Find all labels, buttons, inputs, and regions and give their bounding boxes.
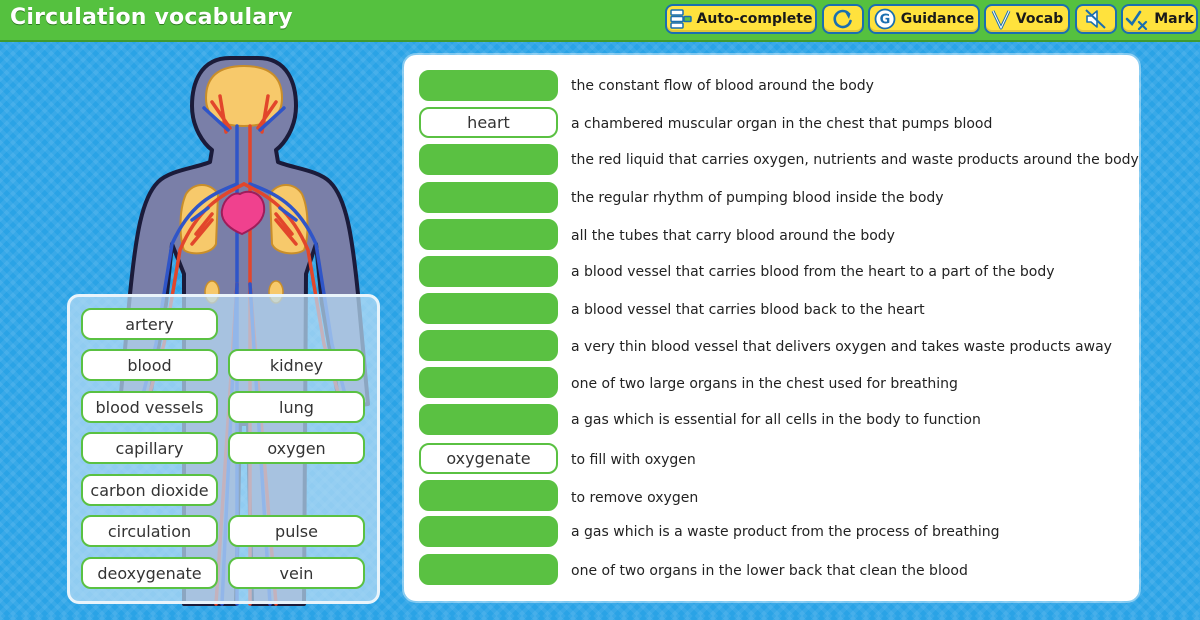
- definition-text: the constant flow of blood around the body: [571, 77, 874, 94]
- word-tile[interactable]: blood vessels: [81, 391, 218, 423]
- definition-text: a gas which is essential for all cells in the body to function: [571, 411, 981, 428]
- vocab-label: Vocab: [1015, 11, 1064, 27]
- answer-slot[interactable]: [419, 404, 558, 435]
- answer-slot[interactable]: [419, 330, 558, 361]
- reset-button[interactable]: [822, 4, 864, 34]
- definition-text: to fill with oxygen: [571, 451, 696, 468]
- answer-slot[interactable]: [419, 144, 558, 175]
- header-bar: [0, 0, 1200, 42]
- definition-text: the regular rhythm of pumping blood inside the body: [571, 189, 944, 206]
- answer-slot[interactable]: [419, 70, 558, 101]
- mark-button[interactable]: [1121, 4, 1198, 34]
- word-tile[interactable]: deoxygenate: [81, 557, 218, 589]
- definition-text: a very thin blood vessel that delivers oxygen and takes waste products away: [571, 338, 1112, 355]
- word-tile[interactable]: artery: [81, 308, 218, 340]
- word-bank: [67, 294, 380, 604]
- definition-text: one of two organs in the lower back that clean the blood: [571, 562, 968, 579]
- autocomplete-icon: [670, 9, 692, 29]
- word-tile[interactable]: lung: [228, 391, 365, 423]
- answer-slot[interactable]: [419, 293, 558, 324]
- word-tile[interactable]: vein: [228, 557, 365, 589]
- definition-text: a chambered muscular organ in the chest that pumps blood: [571, 115, 993, 132]
- auto-complete-button[interactable]: [665, 4, 817, 34]
- answer-slot[interactable]: [419, 367, 558, 398]
- definition-text: to remove oxygen: [571, 489, 699, 506]
- vocab-icon: [991, 8, 1011, 30]
- answer-slot[interactable]: [419, 480, 558, 511]
- mute-button[interactable]: [1075, 4, 1117, 34]
- word-tile[interactable]: kidney: [228, 349, 365, 381]
- answer-slot[interactable]: [419, 516, 558, 547]
- mark-label: Mark: [1154, 11, 1194, 27]
- answer-slot[interactable]: [419, 182, 558, 213]
- definition-text: a blood vessel that carries blood from the heart to a part of the body: [571, 263, 1055, 280]
- vocab-button[interactable]: [984, 4, 1070, 34]
- answer-slot[interactable]: [419, 554, 558, 585]
- guidance-icon: [874, 8, 896, 30]
- definition-text: the red liquid that carries oxygen, nutrients and waste products around the body: [571, 151, 1139, 168]
- word-tile[interactable]: oxygen: [228, 432, 365, 464]
- word-tile[interactable]: blood: [81, 349, 218, 381]
- definition-text: a gas which is a waste product from the process of breathing: [571, 523, 1000, 540]
- word-tile[interactable]: carbon dioxide: [81, 474, 218, 506]
- answer-slot[interactable]: oxygenate: [419, 443, 558, 474]
- reset-icon: [832, 8, 854, 30]
- mute-icon: [1084, 8, 1108, 30]
- word-tile[interactable]: capillary: [81, 432, 218, 464]
- definitions-panel: [404, 55, 1139, 601]
- page-title: Circulation vocabulary: [10, 5, 293, 30]
- guidance-button[interactable]: [868, 4, 980, 34]
- definition-text: all the tubes that carry blood around the body: [571, 227, 895, 244]
- answer-slot[interactable]: heart: [419, 107, 558, 138]
- answer-slot[interactable]: [419, 256, 558, 287]
- svg-text:G: G: [879, 12, 891, 28]
- word-tile[interactable]: pulse: [228, 515, 365, 547]
- guidance-label: Guidance: [900, 11, 975, 27]
- word-tile[interactable]: circulation: [81, 515, 218, 547]
- answer-slot[interactable]: [419, 219, 558, 250]
- definition-text: a blood vessel that carries blood back to the heart: [571, 301, 925, 318]
- mark-icon: [1125, 8, 1149, 30]
- auto-complete-label: Auto-complete: [696, 11, 813, 27]
- definition-text: one of two large organs in the chest used for breathing: [571, 375, 958, 392]
